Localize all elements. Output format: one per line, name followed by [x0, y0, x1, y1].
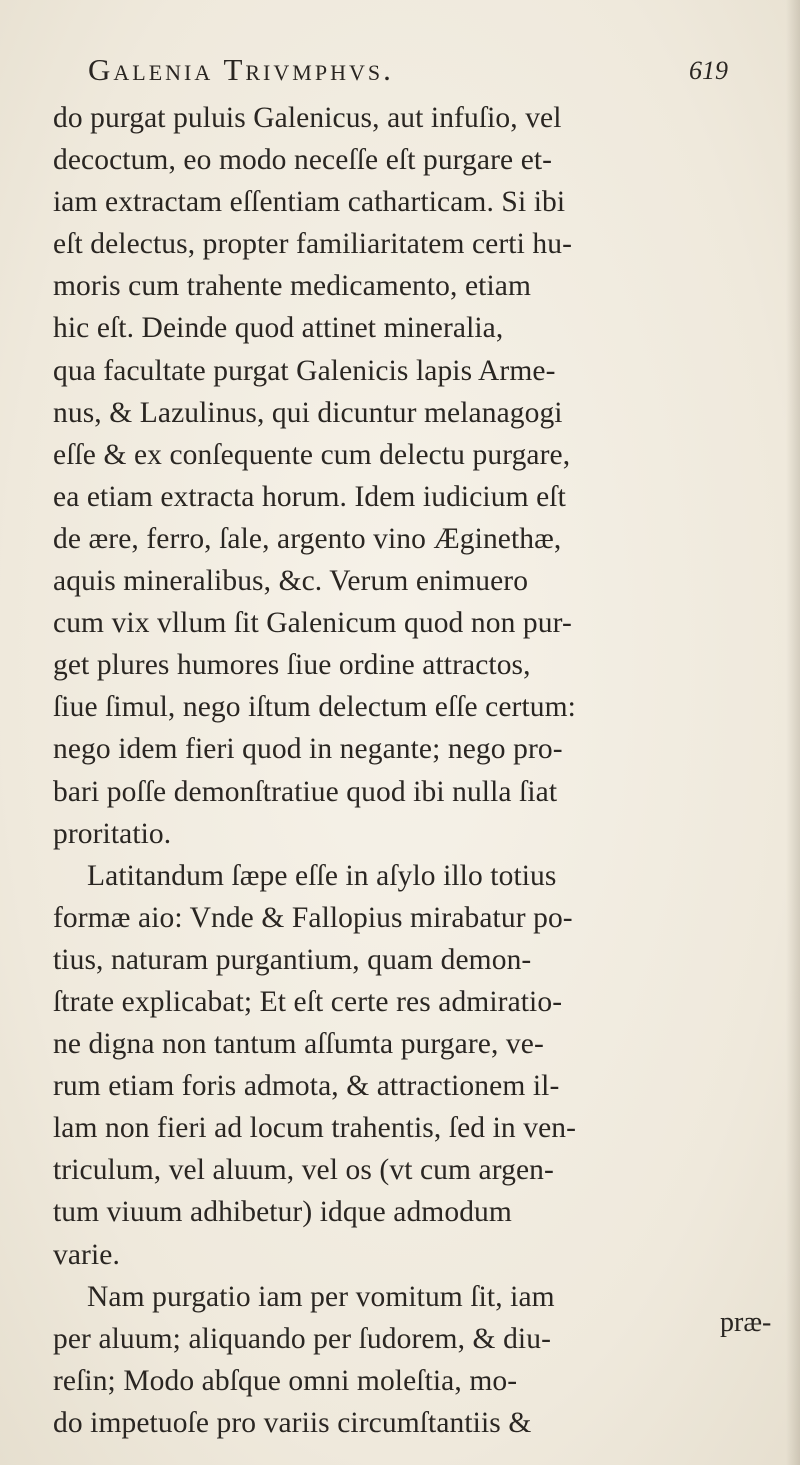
text-line: tum viuum adhibetur) idque admodum [53, 1196, 512, 1229]
text-line: decoctum, eo modo neceſſe eſt purgare et- [53, 144, 553, 177]
text-line: nego idem fieri quod in negante; nego pro- [53, 733, 563, 766]
text-line: per aluum; aliquando per ſudorem, & diu- [53, 1322, 551, 1355]
text-line: do impetuoſe pro variis circumſtantiis & [53, 1406, 532, 1439]
text-line: nus, & Lazulinus, qui dicuntur melanagogi [53, 396, 563, 429]
text-line: eſſe & ex conſequente cum delectu purgare, [53, 438, 571, 471]
text-line: ne digna non tantum aſſumta purgare, ve- [53, 1028, 544, 1061]
text-line: cum vix vllum ſit Galenicum quod non pur- [53, 607, 572, 640]
page-header [88, 52, 728, 92]
text-line: ea etiam extracta horum. Idem iudicium eſt [53, 480, 566, 513]
text-line: iam extractam eſſentiam catharticam. Si ibi [53, 186, 566, 219]
text-line: tius, naturam purgantium, quam demon- [53, 943, 532, 976]
text-line: lam non fieri ad locum trahentis, ſed in ven- [53, 1112, 577, 1145]
text-line: moris cum trahente medicamento, etiam [53, 270, 531, 303]
text-line: do purgat puluis Galenicus, aut infuſio, vel [53, 102, 562, 134]
text-line: proritatio. [53, 817, 172, 850]
text-line: reſin; Modo abſque omni moleſtia, mo- [53, 1364, 518, 1397]
text-line: hic eſt. Deinde quod attinet mineralia, [53, 312, 504, 345]
text-line: ſtrate explicabat; Et eſt certe res admiratio- [53, 985, 563, 1018]
text-line: ſiue ſimul, nego iſtum delectum eſſe certum: [53, 691, 576, 724]
text-line: eſt delectus, propter familiaritatem certi hu- [53, 228, 572, 261]
text-line: de ære, ferro, ſale, argento vino Æginethæ, [53, 522, 562, 555]
text-line: qua facultate purgat Galenicis lapis Arme- [53, 354, 556, 387]
page-number: 619 [689, 56, 728, 85]
running-title: Galenia Trivmphvs. [88, 52, 394, 87]
catchword: præ- [720, 1307, 772, 1338]
text-line: rum etiam foris admota, & attractionem il- [53, 1070, 560, 1103]
text-line: varie. [53, 1238, 120, 1271]
body-text [53, 97, 773, 1444]
text-line: get plures humores ſiue ordine attractos, [53, 649, 531, 682]
text-line: bari poſſe demonſtratiue quod ibi nulla ſiat [53, 775, 558, 808]
text-line: formæ aio: Vnde & Fallopius mirabatur po- [53, 901, 573, 934]
text-line: triculum, vel aluum, vel os (vt cum argen- [53, 1154, 554, 1187]
text-line: Latitandum ſæpe eſſe in aſylo illo totius [87, 859, 557, 892]
text-line: aquis mineralibus, &c. Verum enimuero [53, 565, 529, 598]
text-line: Nam purgatio iam per vomitum ſit, iam [87, 1280, 555, 1313]
page-edge-shadow [786, 0, 800, 1465]
